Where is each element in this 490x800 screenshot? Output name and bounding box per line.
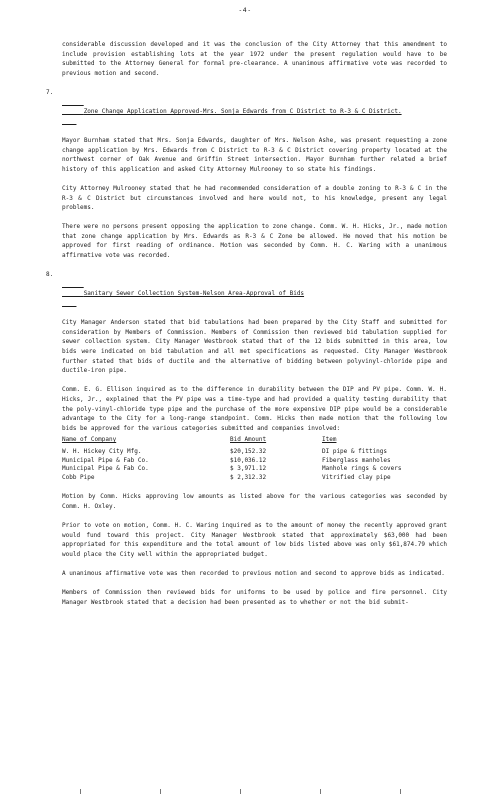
company-cell: Municipal Pipe & Fab Co. bbox=[62, 456, 149, 464]
scan-tick bbox=[160, 789, 161, 794]
company-cell: Municipal Pipe & Fab Co. bbox=[62, 465, 149, 473]
table-row bbox=[62, 474, 447, 483]
agenda-item-title: Sanitary Sewer Collection System-Nelson Area-Approval of Bids bbox=[83, 290, 305, 298]
agenda-item-title: Zone Change Application Approved-Mrs. Sonja Edwards from C District to R-3 & C District. bbox=[83, 108, 402, 116]
column-header-company: Name of Company bbox=[62, 436, 117, 444]
paragraph-grant-funding: Prior to vote on motion, Comm. H. C. Waring inquired as to the amount of money the recently approved grant would fund toward this project. City Manager Westbrook stated that approximately $63,000 had been appropriated for this expenditure and the total amount of low bids listed above was only $61,874.79 which would place the City well within the appropriated budget. bbox=[62, 522, 451, 558]
paragraph-uniform-bids: Members of Commission then reviewed bids for uniforms to be used by police and fire personnel. City Manager Westbrook stated that a decision had been presented as to whether or not the bid submit- bbox=[62, 589, 451, 606]
column-header-amount: Bid Amount bbox=[230, 436, 267, 444]
item-cell: Fiberglass manholes bbox=[322, 456, 391, 464]
paragraph-discussion: considerable discussion developed and it was the conclusion of the City Attorney that this amendment to include provision establishing lots at the year 1972 under the present regulation would have to be submitted to the Attorney General for formal pre-clearance. A unanimous affirmative vote was recorded to previous motion and second. bbox=[62, 41, 451, 77]
minutes-body bbox=[46, 40, 451, 617]
amount-cell: $20,152.32 bbox=[230, 447, 267, 455]
scan-tick bbox=[400, 789, 401, 794]
company-cell: Cobb Pipe bbox=[62, 473, 95, 481]
amount-cell: $ 2,312.32 bbox=[230, 473, 267, 481]
item-cell: Manhole rings & covers bbox=[322, 465, 402, 473]
agenda-item-7 bbox=[46, 88, 447, 126]
paragraph-zone-motion: There were no persons present opposing the application to zone change. Comm. W. H. Hicks, Jr., made motion that zone change application by Mrs. Edwards as R-3 & C Zone be allowed. He moved that his motion be approved for first reading of ordinance. Motion was seconded by Comm. H. C. Waring with a unanimous affirmative vote was recorded. bbox=[62, 223, 451, 260]
paragraph-zone-request: Mayor Burnham stated that Mrs. Sonja Edwards, daughter of Mrs. Nelson Ashe, was present requesting a zone change application by Mrs. Edwards from C District to R-3 & C District covering property located at the northwest corner of Oak Avenue and Griffin Street intersection. Mayor Burnham further related a brief history of this application and asked City Attorney Mulrooney to so state his findings. bbox=[62, 136, 451, 173]
amount-cell: $10,036.12 bbox=[230, 456, 267, 464]
scan-tick bbox=[240, 789, 241, 794]
scan-tick bbox=[80, 789, 81, 794]
paragraph-bid-tabulation: City Manager Anderson stated that bid tabulations had been prepared by the City Staff and submitted for consideration by Members of Commission. Members of Commission then reviewed bid tabulation supplied for sewer collection system. City Manager Westbrook stated that of the 12 bids submitted in this area, low bids were indicated on bid tabulation and all met specifications as requested. City Manager Westbrook further stated that bids of ductile and the alternative of bidding between polyvinyl-chloride pipe and ductile-iron pipe. bbox=[62, 319, 451, 375]
page-number: -4- bbox=[238, 6, 252, 14]
item-cell: Vitrified clay pipe bbox=[322, 473, 391, 481]
paragraph-attorney-opinion: City Attorney Mulrooney stated that he had recommended consideration of a double zoning to R-3 & C in the R-3 & C District but circumstances involved and here would not, to his knowledge, present any legal problems. bbox=[62, 184, 451, 212]
company-cell: W. H. Hickey City Mfg. bbox=[62, 447, 142, 455]
agenda-item-number: 8. bbox=[46, 271, 54, 279]
paragraph-motion-approval: Motion by Comm. Hicks approving low amounts as listed above for the various categories was seconded by Comm. H. Oxley. bbox=[62, 493, 451, 510]
bid-table bbox=[62, 435, 447, 482]
agenda-item-number: 7. bbox=[46, 88, 54, 96]
table-row bbox=[62, 448, 447, 457]
paragraph-pipe-durability: Comm. E. G. Ellison inquired as to the difference in durability between the DIP and PV pipe. Comm. W. H. Hicks, Jr., explained that the PV pipe was a time-type and had provided a quality testing durability that the poly-vinyl-chloride type pipe and the purchase of the more expensive DIP pipe would be a considerable advantage to the City for a long-range standpoint. Comm. Hicks then made motion that the following low bids be approved for the various categories submitted and companies involved: bbox=[62, 386, 451, 432]
table-row bbox=[62, 465, 447, 474]
agenda-item-8 bbox=[46, 270, 447, 308]
scan-edge-marks bbox=[0, 784, 490, 794]
column-header-item: Item bbox=[322, 436, 337, 444]
paragraph-vote-recorded: A unanimous affirmative vote was then recorded to previous motion and second to approve bids as indicated. bbox=[62, 570, 445, 578]
table-row bbox=[62, 457, 447, 466]
bid-table-header-row bbox=[62, 435, 447, 448]
scan-tick bbox=[320, 789, 321, 794]
item-cell: DI pipe & fittings bbox=[322, 447, 388, 455]
amount-cell: $ 3,971.12 bbox=[230, 465, 267, 473]
